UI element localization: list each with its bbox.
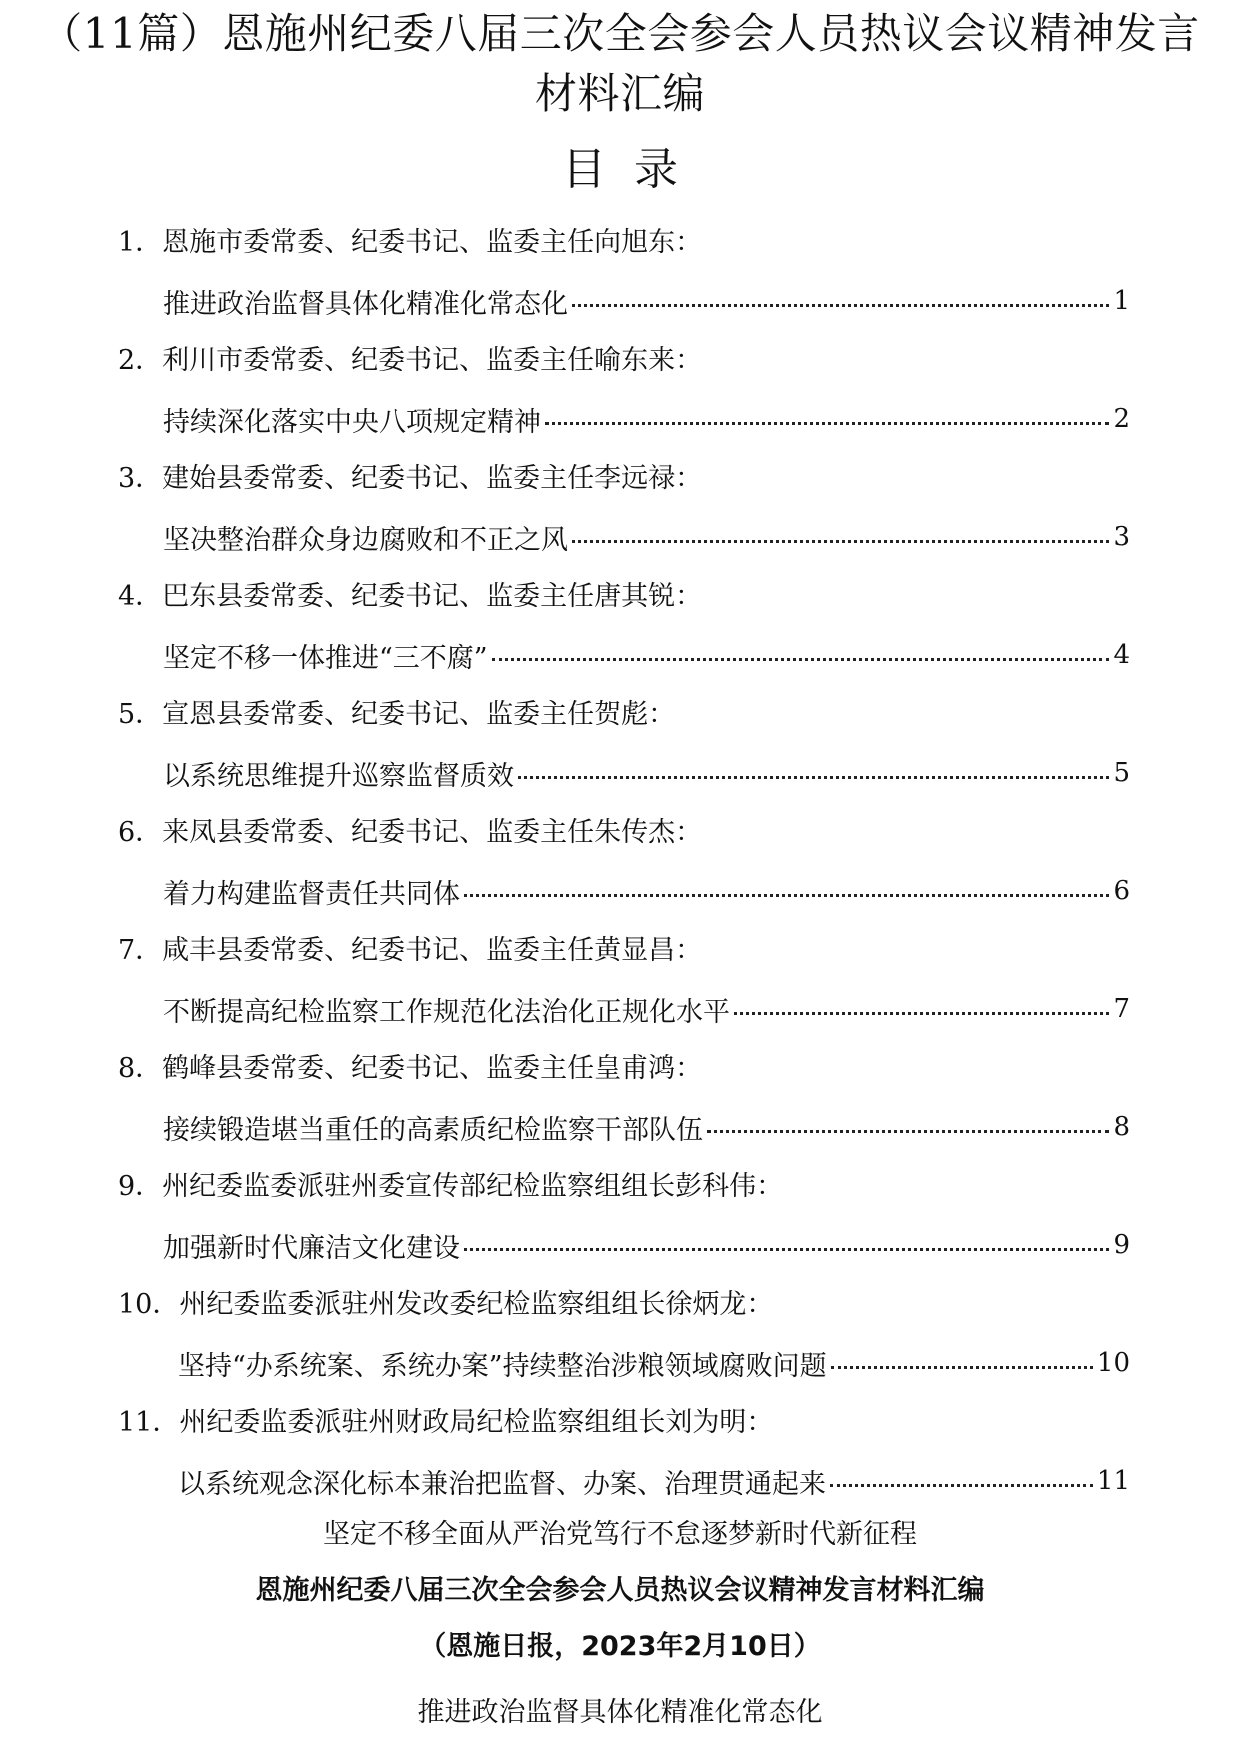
toc-entry[interactable]	[0, 450, 1240, 568]
toc-entry-line[interactable]	[163, 508, 1130, 566]
toc-entry-title: 不断提高纪检监察工作规范化法治化正规化水平	[163, 996, 730, 1028]
dot-leader	[734, 1012, 1109, 1015]
table-of-contents	[0, 214, 1240, 1512]
dot-leader	[572, 540, 1109, 543]
toc-entry-author: 5．宣恩县委常委、纪委书记、监委主任贺彪：	[118, 699, 676, 730]
toc-entry-author: 11．州纪委监委派驻州财政局纪检监察组组长刘为明：	[118, 1407, 774, 1438]
toc-entry-author: 1．恩施市委常委、纪委书记、监委主任向旭东：	[118, 227, 703, 258]
dot-leader	[518, 776, 1109, 779]
dot-leader	[464, 1248, 1109, 1251]
dot-leader	[545, 422, 1109, 425]
toc-entry-line[interactable]	[163, 744, 1130, 802]
dot-leader	[492, 658, 1110, 661]
toc-entry-line[interactable]	[163, 626, 1130, 684]
toc-entry[interactable]	[0, 686, 1240, 804]
toc-entry-title: 以系统观念深化标本兼治把监督、办案、治理贯通起来	[178, 1468, 826, 1500]
toc-entry-line[interactable]	[178, 1452, 1130, 1510]
toc-page-number: 11	[1096, 1466, 1130, 1496]
toc-entry[interactable]	[0, 1158, 1240, 1276]
dot-leader	[830, 1484, 1093, 1487]
toc-entry[interactable]	[0, 1040, 1240, 1158]
toc-entry[interactable]	[0, 568, 1240, 686]
toc-entry-line[interactable]	[163, 862, 1130, 920]
dot-leader	[831, 1366, 1093, 1369]
toc-page-number: 5	[1113, 758, 1130, 788]
dot-leader	[464, 894, 1109, 897]
source-citation: （恩施日报，2023年2月10日）	[419, 1631, 821, 1662]
toc-entry-author: 7．咸丰县委常委、纪委书记、监委主任黄显昌：	[118, 935, 703, 966]
toc-entry-title: 推进政治监督具体化精准化常态化	[163, 288, 568, 320]
toc-entry[interactable]	[0, 1276, 1240, 1394]
toc-page-number: 1	[1113, 286, 1130, 316]
toc-entry-author: 10．州纪委监委派驻州发改委纪检监察组组长徐炳龙：	[118, 1289, 774, 1320]
toc-entry-line[interactable]	[163, 1216, 1130, 1274]
toc-entry[interactable]	[0, 804, 1240, 922]
toc-entry-line[interactable]	[163, 390, 1130, 448]
toc-entry[interactable]	[0, 332, 1240, 450]
toc-entry-title: 加强新时代廉洁文化建设	[163, 1232, 460, 1264]
slogan-line: 坚定不移全面从严治党笃行不怠逐梦新时代新征程	[323, 1519, 917, 1550]
toc-entry-title: 持续深化落实中央八项规定精神	[163, 406, 541, 438]
section-subtitle: 恩施州纪委八届三次全会参会人员热议会议精神发言材料汇编	[255, 1575, 985, 1606]
toc-entry-author: 3．建始县委常委、纪委书记、监委主任李远禄：	[118, 463, 703, 494]
toc-entry[interactable]	[0, 922, 1240, 1040]
toc-heading: 目录	[562, 144, 706, 195]
toc-page-number: 10	[1096, 1348, 1130, 1378]
dot-leader	[572, 304, 1109, 307]
toc-entry-author: 8．鹤峰县委常委、纪委书记、监委主任皇甫鸿：	[118, 1053, 703, 1084]
toc-entry-line[interactable]	[163, 1098, 1130, 1156]
toc-entry-line[interactable]	[163, 272, 1130, 330]
toc-entry-title: 接续锻造堪当重任的高素质纪检监察干部队伍	[163, 1114, 703, 1146]
article-title: 推进政治监督具体化精准化常态化	[417, 1697, 823, 1728]
toc-page-number: 2	[1113, 404, 1130, 434]
toc-entry-author: 9．州纪委监委派驻州委宣传部纪检监察组组长彭科伟：	[118, 1171, 784, 1202]
toc-entry-title: 坚决整治群众身边腐败和不正之风	[163, 524, 568, 556]
toc-entry[interactable]	[0, 214, 1240, 332]
toc-entry-title: 以系统思维提升巡察监督质效	[163, 760, 514, 792]
toc-entry-title: 坚持“办系统案、系统办案”持续整治涉粮领域腐败问题	[178, 1350, 827, 1382]
toc-entry-title: 着力构建监督责任共同体	[163, 878, 460, 910]
toc-page-number: 4	[1113, 640, 1130, 670]
dot-leader	[707, 1130, 1109, 1133]
toc-entry-line[interactable]	[178, 1334, 1130, 1392]
toc-page-number: 9	[1113, 1230, 1130, 1260]
toc-page-number: 6	[1113, 876, 1130, 906]
toc-page-number: 8	[1113, 1112, 1130, 1142]
toc-entry-author: 4．巴东县委常委、纪委书记、监委主任唐其锐：	[118, 581, 703, 612]
toc-page-number: 3	[1113, 522, 1130, 552]
toc-entry[interactable]	[0, 1394, 1240, 1512]
toc-entry-author: 6．来凤县委常委、纪委书记、监委主任朱传杰：	[118, 817, 703, 848]
toc-entry-author: 2．利川市委常委、纪委书记、监委主任喻东来：	[118, 345, 703, 376]
toc-entry-title: 坚定不移一体推进“三不腐”	[163, 642, 488, 674]
toc-entry-line[interactable]	[163, 980, 1130, 1038]
toc-page-number: 7	[1113, 994, 1130, 1024]
document-title: （11篇）恩施州纪委八届三次全会参会人员热议会议精神发言材料汇编	[40, 9, 1200, 118]
